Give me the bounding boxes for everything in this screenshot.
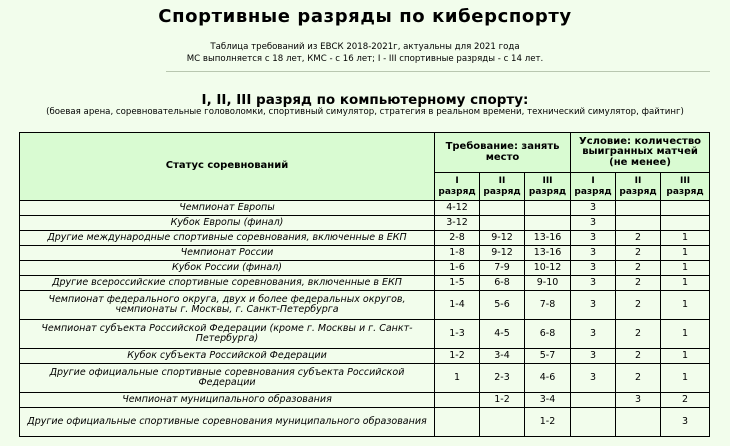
competition-status: Чемпионат Европы <box>20 201 435 216</box>
place-grade-2: 9-12 <box>480 231 525 246</box>
place-grade-3 <box>525 216 571 231</box>
competition-status: Другие официальные спортивные соревнования муниципального образования <box>20 408 435 437</box>
wins-grade-1: 3 <box>571 349 616 364</box>
page-title: Спортивные разряды по киберспорту <box>158 6 572 27</box>
place-grade-3: 9-10 <box>525 276 571 291</box>
wins-condition-header: Условие: количество выигранных матчей (не менее) <box>571 133 710 173</box>
table-row <box>20 201 710 216</box>
place-requirement-header: Требование: занять место <box>435 133 571 173</box>
place-grade-1: 1-2 <box>435 349 480 364</box>
place-grade-2: 2-3 <box>480 364 525 393</box>
table-row <box>20 349 710 364</box>
wins-grade-3 <box>661 201 710 216</box>
competition-status: Чемпионат субъекта Российской Федерации (кроме г. Москвы и г. Санкт-Петербурга) <box>20 320 435 349</box>
wins-grade-3: 3 <box>661 408 710 437</box>
wins-grade-1: 3 <box>571 246 616 261</box>
place-grade-2: 7-9 <box>480 261 525 276</box>
wins-grade-1 <box>571 408 616 437</box>
grade-header: I разряд <box>435 173 480 201</box>
place-grade-2 <box>480 216 525 231</box>
place-grade-3: 6-8 <box>525 320 571 349</box>
wins-grade-3: 1 <box>661 291 710 320</box>
wins-grade-2 <box>616 408 661 437</box>
divider <box>166 71 710 72</box>
requirements-note: Таблица требований из ЕВСК 2018-2021г, актуальны для 2021 года <box>210 42 520 52</box>
place-grade-1: 1-3 <box>435 320 480 349</box>
place-grade-2: 1-2 <box>480 393 525 408</box>
wins-grade-2: 2 <box>616 276 661 291</box>
place-grade-1 <box>435 408 480 437</box>
place-grade-3: 5-7 <box>525 349 571 364</box>
grade-header: II разряд <box>616 173 661 201</box>
place-grade-3: 7-8 <box>525 291 571 320</box>
place-grade-1: 1-5 <box>435 276 480 291</box>
place-grade-3: 1-2 <box>525 408 571 437</box>
competition-status: Кубок России (финал) <box>20 261 435 276</box>
competition-status: Чемпионат муниципального образования <box>20 393 435 408</box>
wins-grade-2: 2 <box>616 291 661 320</box>
place-grade-3: 4-6 <box>525 364 571 393</box>
place-grade-1: 1-6 <box>435 261 480 276</box>
place-grade-2: 3-4 <box>480 349 525 364</box>
wins-grade-3 <box>661 216 710 231</box>
wins-grade-3: 1 <box>661 231 710 246</box>
place-grade-2 <box>480 201 525 216</box>
wins-grade-1: 3 <box>571 276 616 291</box>
table-row <box>20 408 710 437</box>
wins-grade-2: 2 <box>616 320 661 349</box>
wins-grade-3: 2 <box>661 393 710 408</box>
place-grade-2: 6-8 <box>480 276 525 291</box>
requirements-table <box>19 132 710 437</box>
place-grade-2: 4-5 <box>480 320 525 349</box>
wins-grade-3: 1 <box>661 276 710 291</box>
table-row <box>20 261 710 276</box>
status-column-header: Статус соревнований <box>20 133 435 201</box>
wins-grade-2: 3 <box>616 393 661 408</box>
place-grade-1: 1-4 <box>435 291 480 320</box>
place-grade-2 <box>480 408 525 437</box>
wins-grade-3: 1 <box>661 261 710 276</box>
competition-status: Чемпионат России <box>20 246 435 261</box>
table-row <box>20 393 710 408</box>
place-grade-1: 1 <box>435 364 480 393</box>
wins-grade-3: 1 <box>661 320 710 349</box>
wins-grade-2: 2 <box>616 261 661 276</box>
competition-status: Кубок субъекта Российской Федерации <box>20 349 435 364</box>
wins-grade-1: 3 <box>571 364 616 393</box>
place-grade-1: 3-12 <box>435 216 480 231</box>
grade-header: III разряд <box>661 173 710 201</box>
place-grade-1: 1-8 <box>435 246 480 261</box>
wins-grade-2: 2 <box>616 364 661 393</box>
wins-grade-2: 2 <box>616 246 661 261</box>
table-row <box>20 246 710 261</box>
place-grade-3: 13-16 <box>525 231 571 246</box>
competition-status: Другие всероссийские спортивные соревнования, включенные в ЕКП <box>20 276 435 291</box>
grade-header: II разряд <box>480 173 525 201</box>
competition-status: Другие официальные спортивные соревнования субъекта Российской Федерации <box>20 364 435 393</box>
age-note: МС выполняется с 18 лет, КМС - с 16 лет; I - III спортивные разряды - с 14 лет. <box>186 54 544 64</box>
table-row <box>20 320 710 349</box>
grade-header: I разряд <box>571 173 616 201</box>
place-grade-3: 3-4 <box>525 393 571 408</box>
wins-grade-1: 3 <box>571 320 616 349</box>
place-grade-1: 2-8 <box>435 231 480 246</box>
wins-grade-1: 3 <box>571 231 616 246</box>
competition-status: Чемпионат федерального округа, двух и более федеральных округов, чемпионаты г. Москвы, г. Санкт-Петербурга <box>20 291 435 320</box>
table-row <box>20 231 710 246</box>
place-grade-2: 9-12 <box>480 246 525 261</box>
wins-grade-1: 3 <box>571 201 616 216</box>
place-grade-3 <box>525 201 571 216</box>
wins-grade-3: 1 <box>661 349 710 364</box>
place-grade-2: 5-6 <box>480 291 525 320</box>
wins-grade-1 <box>571 393 616 408</box>
table-row <box>20 216 710 231</box>
place-grade-1 <box>435 393 480 408</box>
wins-grade-1: 3 <box>571 261 616 276</box>
grade-header: III разряд <box>525 173 571 201</box>
competition-status: Другие международные спортивные соревнования, включенные в ЕКП <box>20 231 435 246</box>
table-row <box>20 364 710 393</box>
wins-grade-2: 2 <box>616 349 661 364</box>
competition-status: Кубок Европы (финал) <box>20 216 435 231</box>
table-row <box>20 291 710 320</box>
wins-grade-3: 1 <box>661 364 710 393</box>
wins-grade-2: 2 <box>616 231 661 246</box>
disciplines-note: (боевая арена, соревновательные головоломки, спортивный симулятор, стратегия в реальном времени, технический симулятор, файтинг) <box>46 107 684 117</box>
wins-grade-1: 3 <box>571 291 616 320</box>
place-grade-3: 13-16 <box>525 246 571 261</box>
place-grade-3: 10-12 <box>525 261 571 276</box>
table-row <box>20 276 710 291</box>
wins-grade-1: 3 <box>571 216 616 231</box>
wins-grade-2 <box>616 201 661 216</box>
section-heading: I, II, III разряд по компьютерному спорту: <box>201 92 529 108</box>
wins-grade-2 <box>616 216 661 231</box>
place-grade-1: 4-12 <box>435 201 480 216</box>
wins-grade-3: 1 <box>661 246 710 261</box>
